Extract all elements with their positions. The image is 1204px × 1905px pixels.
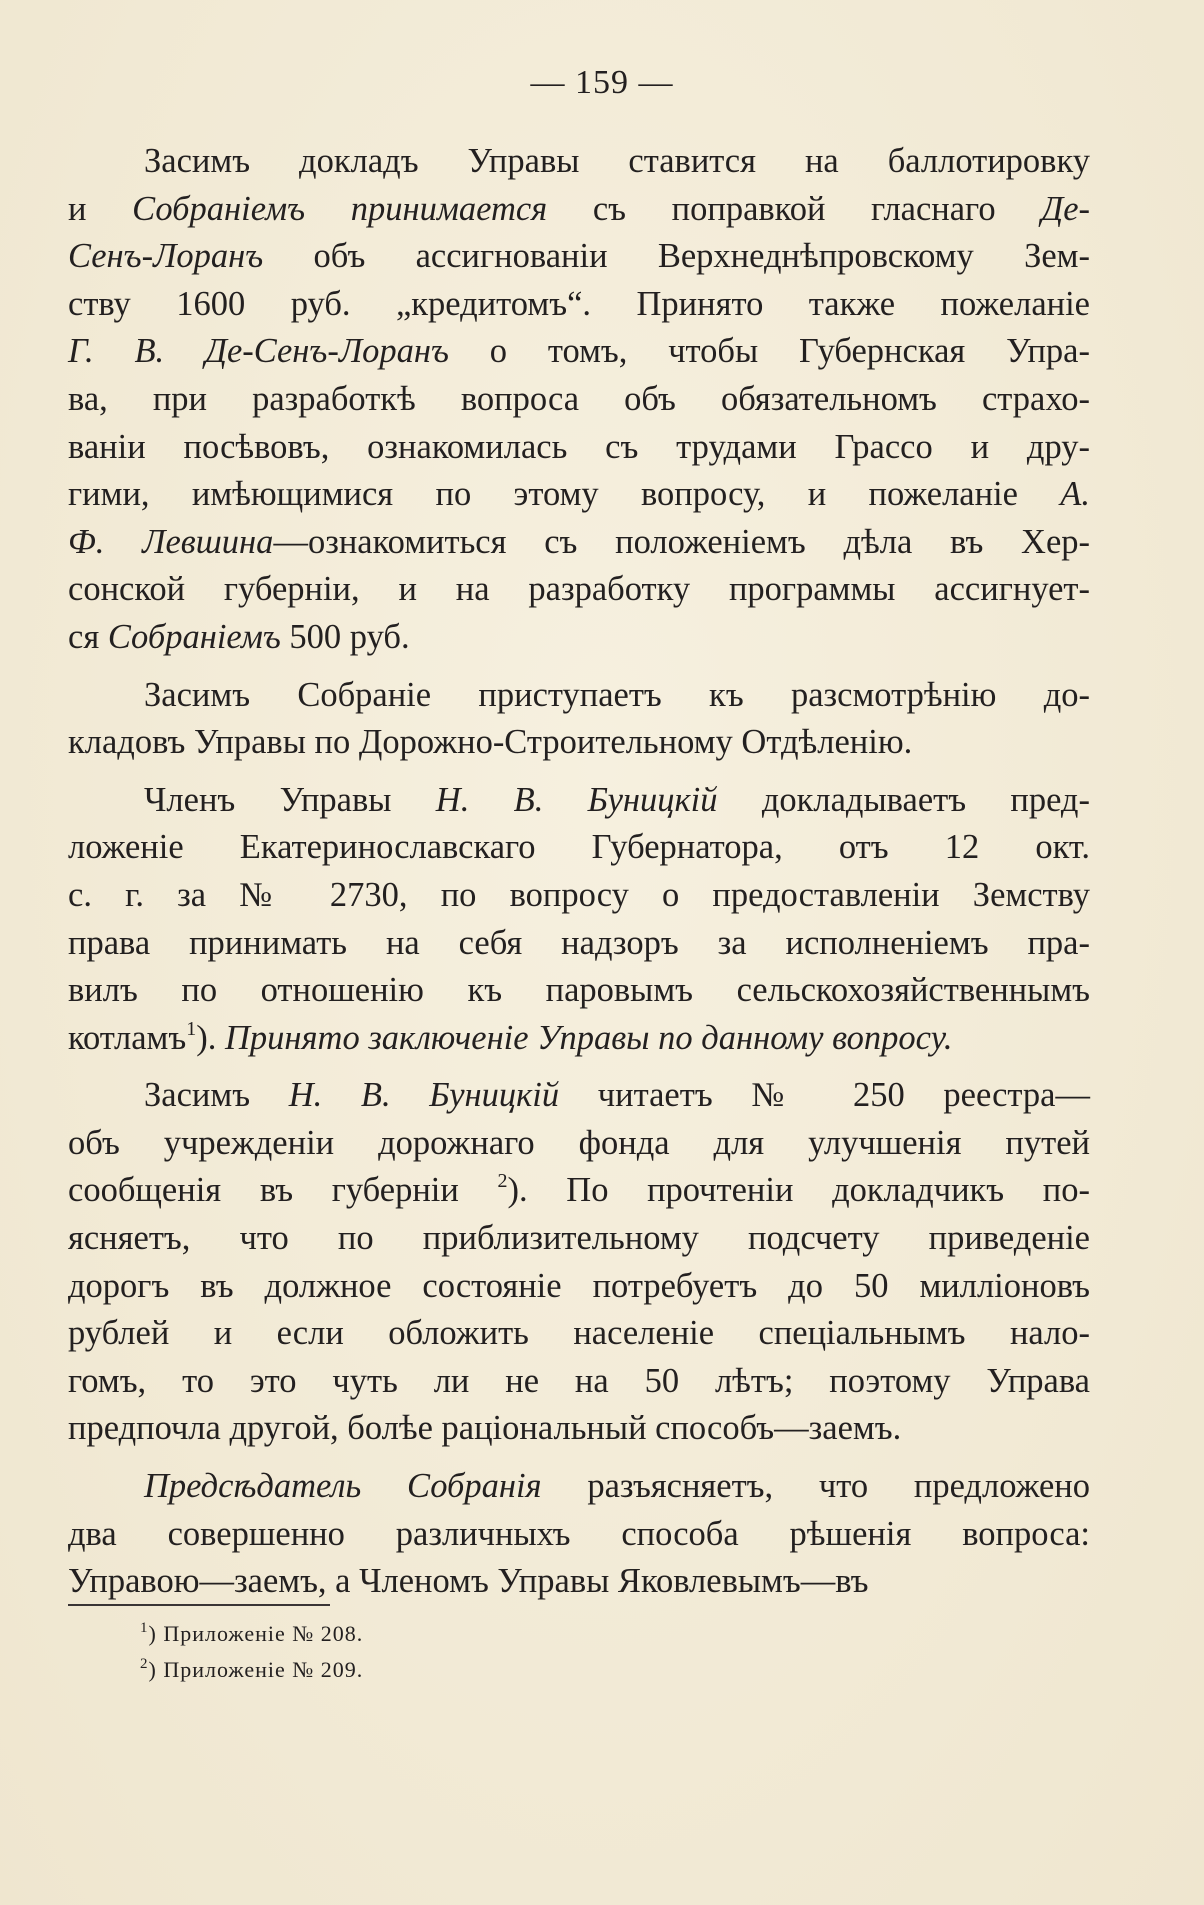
text-run: о томъ, чтобы Губернская Упра- bbox=[448, 332, 1090, 371]
footnote bbox=[140, 1616, 363, 1652]
text-run: дорогъ въ должное состояніе потребуетъ до 50 милліоновъ bbox=[68, 1266, 1090, 1305]
italic-run: А. bbox=[1060, 475, 1090, 514]
text-run: ). По прочтеніи докладчикъ по- bbox=[507, 1171, 1090, 1210]
text-line bbox=[68, 1015, 1090, 1063]
text-line bbox=[68, 519, 1090, 567]
text-line bbox=[68, 777, 1090, 825]
text-line bbox=[68, 281, 1090, 329]
italic-run: Принято заключеніе Управы по данному вопросу. bbox=[224, 1018, 953, 1057]
footnote-mark: 2 bbox=[140, 1656, 149, 1672]
text-run: Засимъ докладъ Управы ставится на баллотировку bbox=[144, 142, 1090, 180]
text-line bbox=[68, 1263, 1090, 1311]
text-line bbox=[68, 424, 1090, 472]
text-line bbox=[68, 872, 1090, 920]
text-run: с. г. за № 2730, по вопросу о предоставленіи Земству bbox=[68, 875, 1090, 914]
italic-run: Н. В. Буницкій bbox=[435, 780, 718, 819]
text-run: Членъ Управы bbox=[144, 780, 436, 819]
text-run: 500 руб. bbox=[280, 617, 410, 656]
italic-run: Собраніемъ принимается bbox=[132, 189, 548, 228]
text-run: ству 1600 руб. „кредитомъ“. Принято также пожеланіе bbox=[68, 284, 1090, 323]
text-line bbox=[68, 967, 1090, 1015]
text-run: рублей и если обложить населеніе спеціальнымъ нало- bbox=[68, 1314, 1090, 1353]
footnotes bbox=[140, 1616, 363, 1688]
text-line bbox=[68, 920, 1090, 968]
text-run: вилъ по отношенію къ паровымъ сельскохозяйственнымъ bbox=[68, 971, 1090, 1010]
text-run: сонской губерніи, и на разработку программы ассигнует- bbox=[68, 570, 1090, 609]
text-line bbox=[68, 138, 1090, 186]
italic-run: Сенъ-Лоранъ bbox=[68, 237, 264, 276]
text-run: два совершенно различныхъ способа рѣшенія вопроса: bbox=[68, 1514, 1090, 1553]
text-line bbox=[68, 614, 1090, 662]
text-line bbox=[68, 1405, 1090, 1453]
text-run: и bbox=[68, 189, 133, 228]
text-run: кладовъ Управы по Дорожно-Строительному Отдѣленію. bbox=[68, 723, 913, 762]
text-line bbox=[68, 1167, 1090, 1215]
text-line bbox=[68, 1310, 1090, 1358]
text-run: гими, имѣющимися по этому вопросу, и пожеланіе bbox=[68, 475, 1061, 514]
text-line bbox=[68, 1358, 1090, 1406]
page-number: — 159 — bbox=[530, 64, 674, 101]
text-run: права принимать на себя надзоръ за исполненіемъ пра- bbox=[68, 923, 1090, 962]
paragraph bbox=[68, 138, 1090, 662]
text-line bbox=[68, 1072, 1090, 1120]
text-run: предпочла другой, болѣе раціональный способъ—заемъ. bbox=[68, 1409, 902, 1448]
text-run: докладываетъ пред- bbox=[717, 780, 1090, 819]
text-run: ся bbox=[68, 617, 108, 656]
text-line bbox=[68, 1215, 1090, 1263]
text-run: котламъ bbox=[68, 1018, 187, 1057]
text-run: Засимъ Собраніе приступаетъ къ разсмотрѣнію до- bbox=[144, 675, 1090, 714]
text-line bbox=[68, 824, 1090, 872]
footnote-marker: 2 bbox=[497, 1170, 508, 1193]
italic-run: Предсѣдатель Собранія bbox=[144, 1467, 542, 1506]
paragraph bbox=[68, 672, 1090, 767]
text-line bbox=[68, 233, 1090, 281]
paragraph bbox=[68, 1072, 1090, 1453]
italic-run: Де- bbox=[1041, 189, 1091, 228]
text-line bbox=[68, 328, 1090, 376]
text-line bbox=[68, 672, 1090, 720]
text-line bbox=[68, 471, 1090, 519]
text-run: —ознакомиться съ положеніемъ дѣла въ Хер- bbox=[273, 522, 1091, 561]
footnote-mark: 1 bbox=[140, 1620, 149, 1636]
text-run: сообщенія въ губерніи bbox=[68, 1171, 498, 1210]
text-run: объ ассигнованіи Верхнеднѣпровскому Зем- bbox=[263, 237, 1090, 276]
footnote-text: ) Приложеніе № 209. bbox=[148, 1657, 364, 1682]
text-line bbox=[68, 1511, 1090, 1559]
paragraph bbox=[68, 777, 1090, 1063]
footnote-divider bbox=[68, 1604, 330, 1606]
paragraph bbox=[68, 1463, 1090, 1606]
text-line bbox=[68, 1558, 1090, 1606]
italic-run: Собраніемъ bbox=[107, 617, 281, 656]
italic-run: Н. В. Буницкій bbox=[288, 1076, 560, 1115]
footnote-text: ) Приложеніе № 208. bbox=[148, 1621, 364, 1646]
text-run: ложеніе Екатеринославскаго Губернатора, отъ 12 окт. bbox=[68, 828, 1090, 867]
text-line bbox=[68, 1120, 1090, 1168]
footnote-marker: 1 bbox=[186, 1017, 197, 1040]
text-run: ). bbox=[196, 1018, 225, 1057]
text-run: Засимъ bbox=[144, 1076, 289, 1115]
text-line bbox=[68, 1463, 1090, 1511]
body-text bbox=[68, 138, 1090, 1616]
text-line bbox=[68, 719, 1090, 767]
italic-run: Г. В. Де-Сенъ-Лоранъ bbox=[68, 332, 449, 371]
text-line bbox=[68, 186, 1090, 234]
text-run: съ поправкой гласнаго bbox=[547, 189, 1042, 228]
text-run: ва, при разработкѣ вопроса объ обязательномъ страхо- bbox=[68, 379, 1090, 418]
text-run: объ учрежденіи дорожнаго фонда для улучшенія путей bbox=[68, 1123, 1090, 1162]
footnote bbox=[140, 1652, 363, 1688]
text-run: гомъ, то это чуть ли не на 50 лѣтъ; поэтому Управа bbox=[68, 1361, 1090, 1400]
text-run: Управою—заемъ, а Членомъ Управы Яковлевымъ—въ bbox=[68, 1562, 869, 1601]
text-run: читаетъ № 250 реестра— bbox=[559, 1076, 1090, 1115]
text-run: ясняетъ, что по приблизительному подсчету приведеніе bbox=[68, 1219, 1090, 1258]
italic-run: Ф. Левшина bbox=[68, 522, 274, 561]
text-run: ваніи посѣвовъ, ознакомилась съ трудами Грассо и дру- bbox=[68, 427, 1090, 466]
text-line bbox=[68, 376, 1090, 424]
text-run: разъясняетъ, что предложено bbox=[541, 1467, 1091, 1506]
text-line bbox=[68, 566, 1090, 614]
